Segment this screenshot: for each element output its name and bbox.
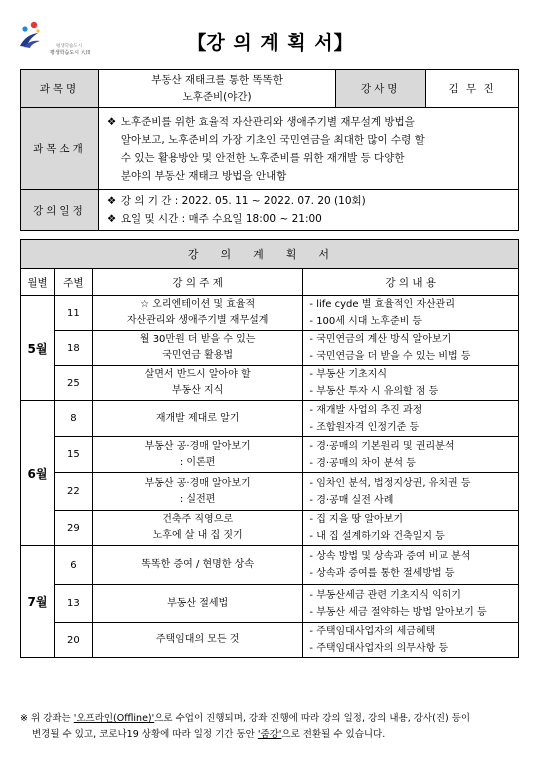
month-cell: 5월: [21, 296, 55, 401]
content-cell: [303, 331, 519, 366]
bullet-icon: ❖: [106, 115, 117, 128]
content-line: - 임차인 분석, 법정지상권, 유치권 등: [309, 477, 471, 489]
plan-row: [21, 401, 519, 437]
plan-row: [21, 437, 519, 473]
col-month-header: 월별: [21, 269, 55, 296]
schedule-row: [21, 190, 519, 231]
topic-cell: [92, 585, 303, 623]
content-line: - 집 지을 땅 알아보기: [309, 514, 404, 525]
instructor-name: 김 무 진: [426, 70, 519, 108]
intro-line: 수 있는 활용방안 및 안전한 노후준비를 위한 재개발 등 다양한: [120, 151, 405, 164]
plan-row: [21, 623, 519, 658]
content-line: - 국민연금의 계산 방식 알아보기: [309, 334, 452, 345]
topic-line: 똑똑한 증여 / 현명한 상속: [141, 559, 254, 570]
month-cell: 7월: [21, 546, 55, 658]
zoom-note: '줌강': [257, 729, 282, 740]
topic-line: 부동산 공·경매 알아보기: [144, 440, 251, 452]
week-cell: 8: [54, 401, 92, 437]
content-line: - 부동산 기초지식: [309, 369, 387, 380]
content-line: - 상속과 증여를 통한 절세방법 등: [309, 568, 455, 579]
plan-row: [21, 331, 519, 366]
plan-row: [21, 366, 519, 401]
content-cell: [303, 585, 519, 623]
content-cell: [303, 623, 519, 658]
week-cell: 6: [54, 546, 92, 585]
course-name-label: 과목명: [21, 70, 99, 108]
intro-line: 분야의 부동산 재태크 방법을 안내함: [120, 169, 287, 182]
topic-cell: [92, 623, 303, 658]
col-topic-header: 강 의 주 제: [92, 269, 303, 296]
intro-text: [98, 108, 518, 190]
schedule-label: 강의일정: [21, 190, 99, 231]
title-text: 강 의 계 획 서: [206, 32, 334, 54]
content-line: - 국민연금을 더 받을 수 있는 비법 등: [309, 351, 471, 362]
instructor-label: 강사명: [336, 70, 426, 108]
plan-row: [21, 546, 519, 585]
content-line: - 상속 방법 및 상속과 증여 비교 분석: [309, 551, 471, 562]
week-cell: 25: [54, 366, 92, 401]
col-week-header: 주별: [54, 269, 92, 296]
course-name-value: [98, 70, 335, 108]
topic-line: 부동산 지식: [171, 385, 224, 396]
week-cell: 22: [54, 473, 92, 511]
topic-line: 주택임대의 모든 것: [155, 634, 240, 645]
topic-cell: [92, 546, 303, 585]
course-period: 강 의 기 간 : 2022. 05. 11 ~ 2022. 07. 20 (10회): [120, 195, 366, 207]
page-title: [0, 28, 540, 55]
month-cell: 6월: [21, 401, 55, 546]
course-name-row: [21, 70, 519, 108]
plan-header-row: [21, 269, 519, 296]
topic-line: : 이론편: [179, 456, 216, 468]
lecture-plan-table: [20, 239, 519, 658]
content-cell: [303, 437, 519, 473]
bullet-icon: ❖: [106, 213, 117, 225]
course-name-line: 부동산 재태크를 통한 똑똑한: [151, 73, 283, 86]
footnote: ※ 위 강좌는 '오프라인(Offline)'으로 수업이 진행되며, 강좌 진행에 따라 강의 일정, 강의 내용, 강사(진) 등이 변경될 수 있고, 코로나19 상황에 따라 일정 기간 동안 '줌강'으로 전환될 수 있습니다.: [20, 713, 471, 740]
schedule-text: [98, 190, 518, 231]
content-line: - 경·공매의 기본원리 및 권리분석: [309, 440, 455, 452]
week-cell: 18: [54, 331, 92, 366]
topic-line: 건축주 직영으로: [162, 514, 234, 525]
content-cell: [303, 511, 519, 546]
bullet-icon: ❖: [106, 195, 117, 207]
week-cell: 13: [54, 585, 92, 623]
content-line: - 부동산세금 관련 기초지식 익히기: [309, 589, 461, 601]
content-cell: [303, 546, 519, 585]
title-bracket-open: 【: [187, 32, 207, 54]
topic-line: 부동산 공·경매 알아보기: [144, 477, 251, 489]
course-name-line: 노후준비(야간): [182, 90, 252, 103]
content-line: - 주택임대사업자의 세금혜택: [309, 626, 436, 637]
course-info-table: [20, 69, 519, 231]
topic-line: 부동산 절세법: [167, 597, 229, 609]
intro-line: 알아보고, 노후준비의 가장 기초인 국민연금을 최대한 많이 수령 할: [120, 133, 425, 146]
topic-line: : 실전편: [179, 493, 216, 505]
topic-cell: [92, 511, 303, 546]
logo-text: 평생학습도시 평생학습도시 大田: [50, 44, 91, 56]
topic-cell: [92, 296, 303, 331]
content-line: - 경·공매의 차이 분석 등: [309, 457, 416, 469]
topic-cell: [92, 401, 303, 437]
topic-line: 월 30만원 더 받을 수 있는: [139, 334, 256, 345]
title-bracket-close: 】: [333, 32, 353, 54]
topic-cell: [92, 437, 303, 473]
week-cell: 20: [54, 623, 92, 658]
content-cell: [303, 473, 519, 511]
content-cell: [303, 401, 519, 437]
content-cell: [303, 296, 519, 331]
topic-line: 살면서 반드시 알아야 할: [144, 369, 251, 380]
topic-line: ☆ 오리엔테이션 및 효율적: [140, 299, 256, 310]
plan-row: [21, 511, 519, 546]
content-line: - 부동산 세금 절약하는 방법 알아보기 등: [309, 606, 487, 618]
topic-line: 국민연금 활용법: [162, 350, 234, 361]
content-line: - 내 집 설계하기와 건축일지 등: [309, 531, 445, 542]
plan-band: [21, 240, 519, 269]
content-line: - 경·공매 실전 사례: [309, 494, 394, 506]
topic-line: 재개발 제대로 알기: [155, 412, 240, 424]
topic-line: 자산관리와 생애주기별 재무설계: [126, 315, 269, 326]
intro-line: 노후준비를 위한 효율적 자산관리와 생애주기별 재무설계 방법을: [120, 115, 415, 128]
intro-row: [21, 108, 519, 190]
content-line: - life cyde 별 효율적인 자산관리: [309, 299, 455, 310]
plan-row: [21, 296, 519, 331]
week-cell: 15: [54, 437, 92, 473]
content-line: - 100세 시대 노후준비 등: [309, 316, 423, 327]
topic-cell: [92, 473, 303, 511]
week-cell: 29: [54, 511, 92, 546]
content-line: - 주택임대사업자의 의무사항 등: [309, 643, 449, 654]
offline-note: '오프라인(Offline)': [73, 713, 155, 724]
col-content-header: 강 의 내 용: [303, 269, 519, 296]
intro-label: 과목소개: [21, 108, 99, 190]
content-cell: [303, 366, 519, 401]
content-line: - 재개발 사업의 추진 과정: [309, 404, 423, 416]
plan-row: [21, 473, 519, 511]
content-line: - 부동산 투자 시 유의할 점 등: [309, 386, 439, 397]
topic-line: 노후에 살 내 집 짓기: [152, 530, 243, 541]
topic-cell: [92, 331, 303, 366]
content-line: - 조합원자격 인정기준 등: [309, 421, 420, 433]
topic-cell: [92, 366, 303, 401]
week-cell: 11: [54, 296, 92, 331]
course-time: 요일 및 시간 : 매주 수요일 18:00 ~ 21:00: [120, 213, 322, 225]
plan-row: [21, 585, 519, 623]
plan-band-title: 강의계획서: [21, 240, 519, 269]
